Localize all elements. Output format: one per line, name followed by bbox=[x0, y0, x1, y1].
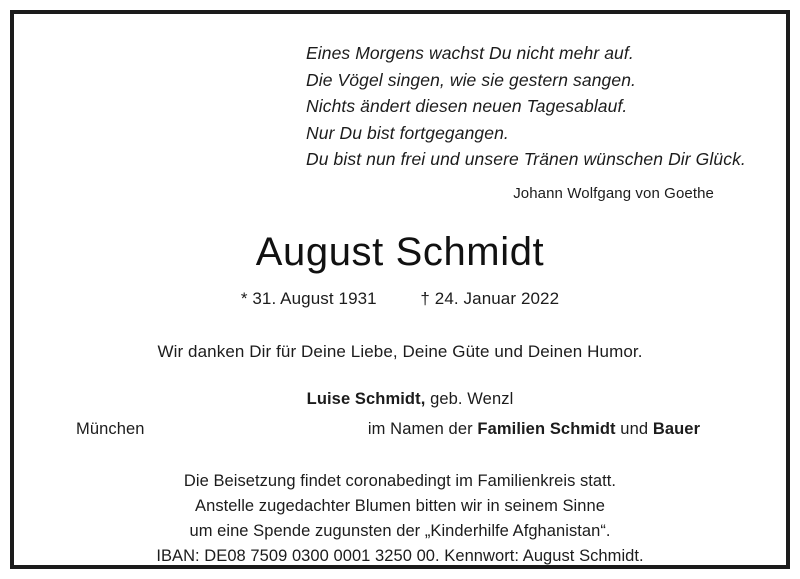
poem-line-1: Eines Morgens wachst Du nicht mehr auf. bbox=[306, 43, 634, 63]
survivor-line bbox=[48, 390, 752, 409]
thanks-text: Wir danken Dir für Deine Liebe, Deine Güte und Deinen Humor. bbox=[157, 341, 643, 361]
death-date: † 24. Januar 2022 bbox=[420, 288, 560, 308]
behalf-conjunction: und bbox=[615, 419, 653, 438]
city-and-behalf-line bbox=[48, 420, 752, 439]
notice-line-2: Anstelle zugedachter Blumen bitten wir in seinem Sinne bbox=[195, 496, 605, 515]
notice-line-3: um eine Spende zugunsten der „Kinderhilfe Afghanistan“. bbox=[189, 521, 611, 540]
notice-line-4: IBAN: DE08 7509 0300 0001 3250 00. Kennwort: August Schmidt. bbox=[156, 546, 644, 565]
birth-date: * 31. August 1931 bbox=[240, 288, 377, 308]
poem-line-3: Nichts ändert diesen neuen Tagesablauf. bbox=[306, 96, 628, 116]
behalf-text bbox=[298, 420, 752, 439]
poem-line-5: Du bist nun frei und unsere Tränen wünschen Dir Glück. bbox=[306, 149, 746, 169]
behalf-prefix: im Namen der bbox=[367, 419, 478, 438]
deceased-name: August Schmidt bbox=[255, 229, 545, 274]
life-dates bbox=[48, 289, 752, 309]
funeral-notice bbox=[48, 469, 752, 569]
city-label: München bbox=[76, 419, 145, 438]
survivor-maiden-name: geb. Wenzl bbox=[425, 389, 514, 408]
survivor-name: Luise Schmidt, bbox=[306, 389, 426, 408]
notice-line-1: Die Beisetzung findet coronabedingt im Familienkreis statt. bbox=[183, 471, 617, 490]
poem-attribution: Johann Wolfgang von Goethe bbox=[513, 184, 714, 202]
obituary-frame bbox=[10, 10, 790, 569]
poem-line-2: Die Vögel singen, wie sie gestern sangen. bbox=[306, 69, 636, 90]
behalf-family-1: Familien Schmidt bbox=[477, 419, 616, 438]
behalf-family-2: Bauer bbox=[652, 419, 701, 438]
poem-block bbox=[306, 40, 752, 173]
family-block bbox=[48, 390, 752, 439]
poem-line-4: Nur Du bist fortgegangen. bbox=[306, 122, 509, 143]
